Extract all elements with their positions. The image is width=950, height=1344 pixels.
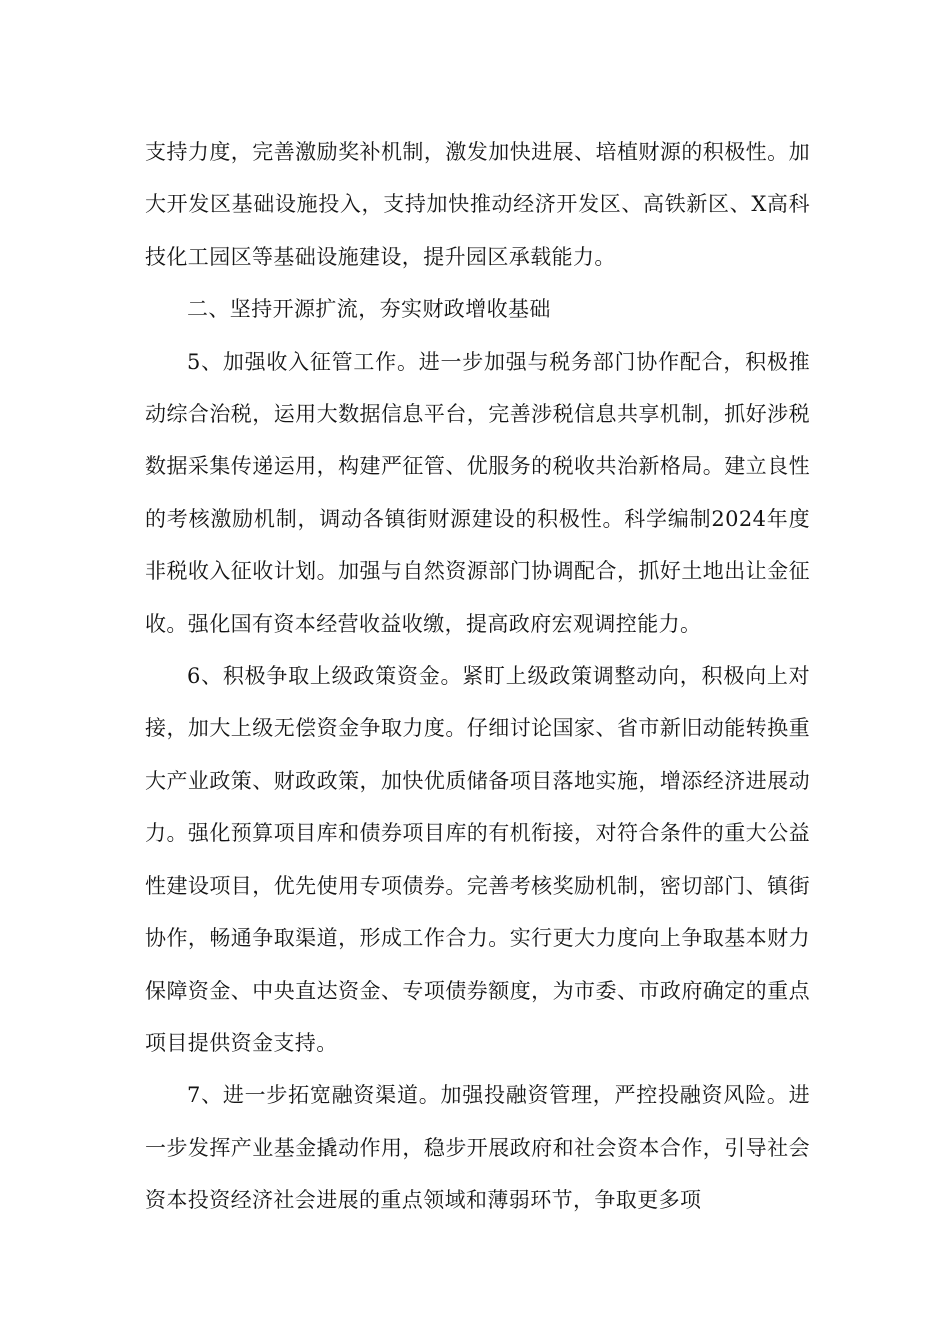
- paragraph-item-5: 5、加强收入征管工作。进一步加强与税务部门协作配合，积极推动综合治税，运用大数据信息平台，完善涉税信息共享机制，抓好涉税数据采集传递运用，构建严征管、优服务的税收共治新格局。建立良性的考核激励机制，调动各镇街财源建设的积极性。科学编制2024年度非税收入征收计划。加强与自然资源部门协调配合，抓好土地出让金征收。强化国有资本经营收益收缴，提高政府宏观调控能力。: [145, 349, 810, 636]
- paragraph-item-6: 6、积极争取上级政策资金。紧盯上级政策调整动向，积极向上对接，加大上级无偿资金争取力度。仔细讨论国家、省市新旧动能转换重大产业政策、财政政策，加快优质储备项目落地实施，增添经济进展动力。强化预算项目库和债券项目库的有机衔接，对符合条件的重大公益性建设项目，优先使用专项债券。完善考核奖励机制，密切部门、镇街协作，畅通争取渠道，形成工作合力。实行更大力度向上争取基本财力保障资金、中央直达资金、专项债券额度，为市委、市政府确定的重点项目提供资金支持。: [145, 664, 810, 1055]
- document-body: [145, 126, 810, 1227]
- paragraph-intro-continuation: 支持力度，完善激励奖补机制，激发加快进展、培植财源的积极性。加大开发区基础设施投入，支持加快推动经济开发区、高铁新区、X高科技化工园区等基础设施建设，提升园区承载能力。: [145, 140, 810, 269]
- paragraph-item-7: 7、进一步拓宽融资渠道。加强投融资管理，严控投融资风险。进一步发挥产业基金撬动作用，稳步开展政府和社会资本合作，引导社会资本投资经济社会进展的重点领域和薄弱环节，争取更多项: [145, 1083, 810, 1213]
- section-heading: 二、坚持开源扩流，夯实财政增收基础: [187, 297, 551, 322]
